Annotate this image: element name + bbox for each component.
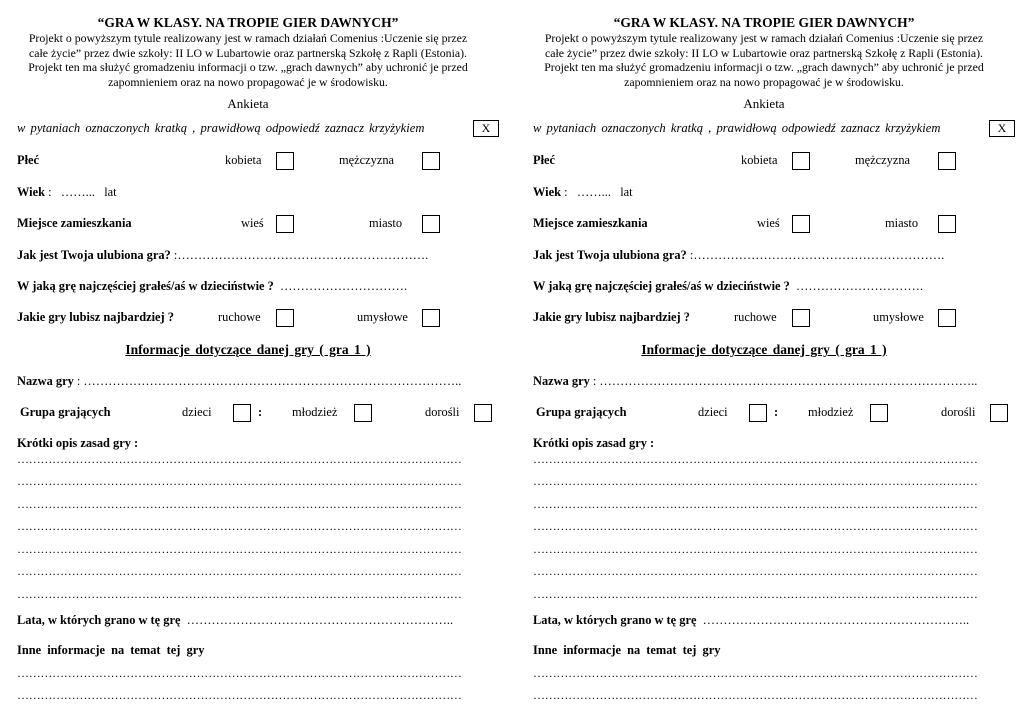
residence-city-checkbox[interactable] (938, 215, 956, 233)
other-line-2[interactable]: …………………………………………………………………………………………………… (17, 688, 462, 702)
rules-line-4[interactable]: …………………………………………………………………………………………………… (533, 519, 978, 533)
other-line-1[interactable]: …………………………………………………………………………………………………… (533, 666, 978, 680)
years-row: Lata, w których grano w tę grę ……………………………………………………….. (17, 613, 454, 627)
group-opt-youth: młodzież (808, 405, 854, 419)
years-row: Lata, w których grano w tę grę ……………………………………………………….. (533, 613, 970, 627)
likes-opt-mental: umysłowe (357, 310, 408, 324)
intro-line-4: zapomnieniem oraz na nowo propagować je w środowisku. (624, 74, 904, 89)
residence-village-checkbox[interactable] (276, 215, 294, 233)
likes-physical-checkbox[interactable] (276, 309, 294, 327)
group-opt-children: dzieci (698, 405, 728, 419)
residence-city-checkbox[interactable] (422, 215, 440, 233)
other-line-1[interactable]: …………………………………………………………………………………………………… (17, 666, 462, 680)
gender-opt-male: mężczyzna (339, 153, 395, 167)
survey-page-right (524, 0, 1024, 724)
other-info-label: Inne informacje na temat tej gry (533, 643, 721, 657)
rules-line-6[interactable]: …………………………………………………………………………………………………… (533, 564, 978, 578)
intro-line-3: Projekt ten ma służyć gromadzeniu informacji o tzw. „grach dawnych” aby uchronić je przed (28, 60, 468, 74)
rules-line-7[interactable]: …………………………………………………………………………………………………… (533, 587, 978, 601)
game-name-blank[interactable]: : ……………………………………………………………………………….. (592, 374, 978, 388)
group-children-checkbox[interactable] (749, 404, 767, 422)
group-children-checkbox[interactable] (233, 404, 251, 422)
intro-line-1: Projekt o powyższym tytule realizowany jest w ramach działań Comenius :Uczenie się przez (28, 31, 468, 45)
group-label: Grupa grających (20, 405, 111, 419)
gender-male-checkbox[interactable] (422, 152, 440, 170)
other-line-2[interactable]: …………………………………………………………………………………………………… (533, 688, 978, 702)
residence-label: Miejsce zamieszkania (533, 216, 648, 230)
favorite-game-row: Jak jest Twoja ulubiona gra? :……………………………………………………. (533, 248, 945, 262)
group-adults-checkbox[interactable] (990, 404, 1008, 422)
rules-line-5[interactable]: …………………………………………………………………………………………………… (17, 542, 462, 556)
intro-line-3: Projekt ten ma służyć gromadzeniu informacji o tzw. „grach dawnych” aby uchronić je przed (544, 60, 984, 74)
rules-line-2[interactable]: …………………………………………………………………………………………………… (533, 474, 978, 488)
example-mark-box: X (989, 120, 1015, 137)
childhood-game-row: W jaką grę najczęściej grałeś/aś w dzieciństwie ? …………………………. (17, 279, 408, 293)
favorite-game-row: Jak jest Twoja ulubiona gra? :……………………………………………………. (17, 248, 429, 262)
rules-line-4[interactable]: …………………………………………………………………………………………………… (17, 519, 462, 533)
other-info-label: Inne informacje na temat tej gry (17, 643, 205, 657)
gender-opt-female: kobieta (741, 153, 778, 167)
favorite-game-blank[interactable]: :……………………………………………………. (173, 248, 429, 262)
example-mark-box: X (473, 120, 499, 137)
age-blank[interactable]: ……... (60, 185, 95, 199)
residence-village-checkbox[interactable] (792, 215, 810, 233)
likes-opt-physical: ruchowe (734, 310, 777, 324)
favorite-game-blank[interactable]: :……………………………………………………. (689, 248, 945, 262)
residence-opt-village: wieś (757, 216, 780, 230)
header (524, 14, 1004, 89)
gender-female-checkbox[interactable] (276, 152, 294, 170)
gender-opt-female: kobieta (225, 153, 262, 167)
gender-label: Płeć (17, 153, 40, 167)
instruction-text: w pytaniach oznaczonych kratką , prawidłową odpowiedź zaznacz krzyżykiem (17, 121, 425, 135)
game-name-row: Nazwa gry : ……………………………………………………………………………….. (17, 374, 462, 388)
group-opt-adults: dorośli (941, 405, 976, 419)
rules-line-1[interactable]: …………………………………………………………………………………………………… (17, 452, 462, 466)
project-title: “GRA W KLASY. NA TROPIE GIER DAWNYCH” (97, 15, 399, 30)
group-label: Grupa grających (536, 405, 627, 419)
intro-line-4: zapomnieniem oraz na nowo propagować je w środowisku. (108, 74, 388, 89)
gender-female-checkbox[interactable] (792, 152, 810, 170)
age-row: Wiek : ……... lat (533, 185, 633, 199)
group-youth-checkbox[interactable] (354, 404, 372, 422)
likes-label: Jakie gry lubisz najbardziej ? (533, 310, 690, 324)
header (8, 14, 488, 89)
rules-line-2[interactable]: …………………………………………………………………………………………………… (17, 474, 462, 488)
section-title: Informacje dotyczące danej gry ( gra 1 ) (125, 342, 371, 357)
rules-line-1[interactable]: …………………………………………………………………………………………………… (533, 452, 978, 466)
likes-label: Jakie gry lubisz najbardziej ? (17, 310, 174, 324)
intro-line-2: całe życie” przez dwie szkoły: II LO w Lubartowie oraz partnerską Szkołę z Rapli (Estonia). (545, 45, 983, 60)
years-blank[interactable]: ……………………………………………………….. (702, 613, 970, 627)
likes-opt-mental: umysłowe (873, 310, 924, 324)
rules-line-3[interactable]: …………………………………………………………………………………………………… (17, 497, 462, 511)
age-row: Wiek : ……... lat (17, 185, 117, 199)
likes-physical-checkbox[interactable] (792, 309, 810, 327)
residence-label: Miejsce zamieszkania (17, 216, 132, 230)
game-name-row: Nazwa gry : ……………………………………………………………………………….. (533, 374, 978, 388)
survey-heading: Ankieta (743, 96, 785, 111)
likes-opt-physical: ruchowe (218, 310, 261, 324)
section-title: Informacje dotyczące danej gry ( gra 1 ) (641, 342, 887, 357)
rules-line-7[interactable]: …………………………………………………………………………………………………… (17, 587, 462, 601)
intro-line-1: Projekt o powyższym tytule realizowany jest w ramach działań Comenius :Uczenie się przez (544, 31, 984, 45)
group-separator: : (258, 405, 263, 419)
survey-heading: Ankieta (227, 96, 269, 111)
childhood-game-row: W jaką grę najczęściej grałeś/aś w dzieciństwie ? …………………………. (533, 279, 924, 293)
rules-line-6[interactable]: …………………………………………………………………………………………………… (17, 564, 462, 578)
game-name-blank[interactable]: : ……………………………………………………………………………….. (76, 374, 462, 388)
childhood-game-blank[interactable]: …………………………. (280, 279, 408, 293)
group-separator: : (774, 405, 779, 419)
likes-mental-checkbox[interactable] (422, 309, 440, 327)
rules-label: Krótki opis zasad gry : (533, 436, 655, 450)
likes-mental-checkbox[interactable] (938, 309, 956, 327)
gender-label: Płeć (533, 153, 556, 167)
group-opt-youth: młodzież (292, 405, 338, 419)
intro-line-2: całe życie” przez dwie szkoły: II LO w Lubartowie oraz partnerską Szkołę z Rapli (Estonia). (29, 45, 467, 60)
group-opt-adults: dorośli (425, 405, 460, 419)
group-opt-children: dzieci (182, 405, 212, 419)
group-youth-checkbox[interactable] (870, 404, 888, 422)
group-adults-checkbox[interactable] (474, 404, 492, 422)
residence-opt-city: miasto (885, 216, 919, 230)
age-blank[interactable]: ……... (576, 185, 611, 199)
childhood-game-blank[interactable]: …………………………. (796, 279, 924, 293)
gender-male-checkbox[interactable] (938, 152, 956, 170)
residence-opt-city: miasto (369, 216, 403, 230)
years-blank[interactable]: ……………………………………………………….. (186, 613, 454, 627)
rules-label: Krótki opis zasad gry : (17, 436, 139, 450)
project-title: “GRA W KLASY. NA TROPIE GIER DAWNYCH” (613, 15, 915, 30)
gender-opt-male: mężczyzna (855, 153, 911, 167)
residence-opt-village: wieś (241, 216, 264, 230)
survey-page-left (8, 0, 508, 724)
instruction-text: w pytaniach oznaczonych kratką , prawidłową odpowiedź zaznacz krzyżykiem (533, 121, 941, 135)
rules-line-5[interactable]: …………………………………………………………………………………………………… (533, 542, 978, 556)
rules-line-3[interactable]: …………………………………………………………………………………………………… (533, 497, 978, 511)
